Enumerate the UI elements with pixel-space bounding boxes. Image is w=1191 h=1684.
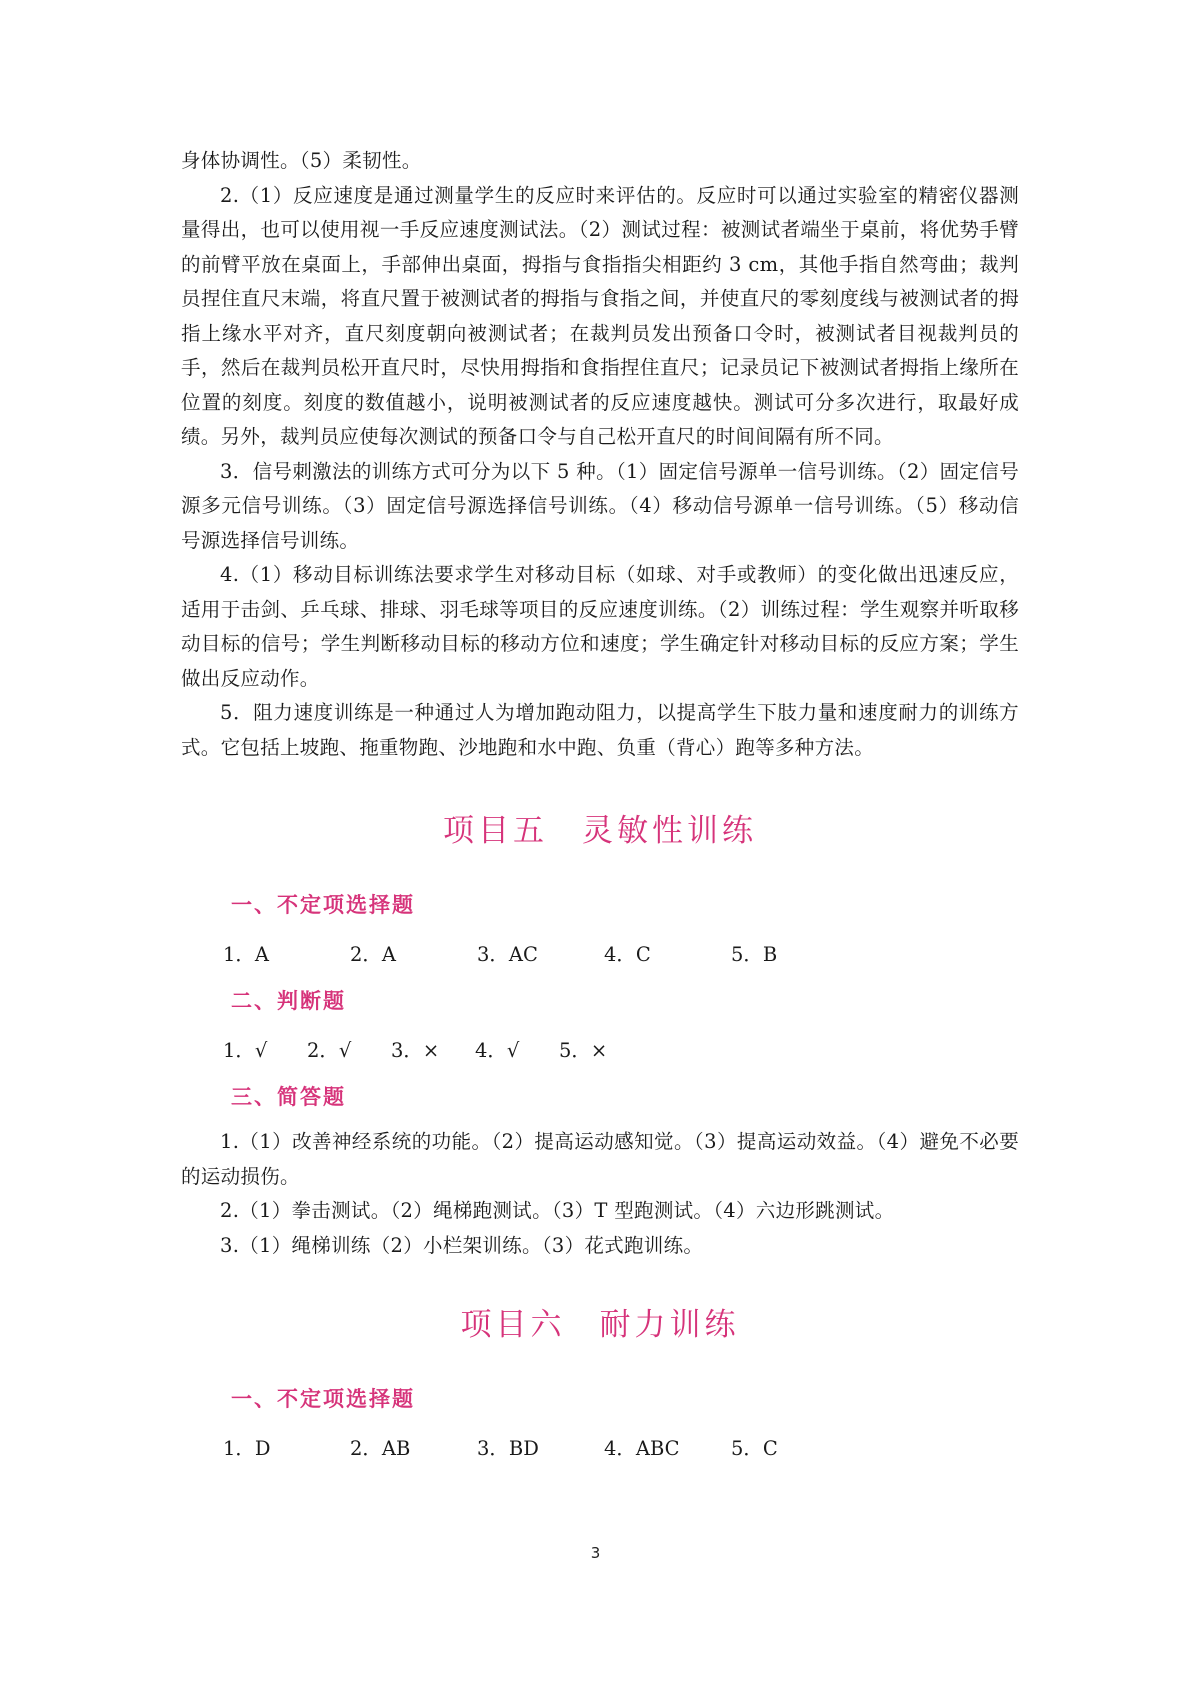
project-6-number: 项目六 bbox=[460, 1307, 566, 1343]
project-5-title bbox=[181, 805, 1019, 850]
answer-item: 4．C bbox=[604, 943, 651, 966]
short-answer-1: 1.（1）改善神经系统的功能。（2）提高运动感知觉。（3）提高运动效益。（4）避免不必要的运动损伤。 bbox=[181, 1130, 1019, 1188]
answer-item: 2．AB bbox=[350, 1437, 411, 1460]
page-number: 3 bbox=[590, 1544, 601, 1562]
project-5-name: 灵敏性训练 bbox=[582, 813, 757, 849]
answer-paragraph-2: 2.（1）反应速度是通过测量学生的反应时来评估的。反应时可以通过实验室的精密仪器测量得出，也可以使用视一手反应速度测试法。（2）测试过程：被测试者端坐于桌前，将优势手臂的前臂平放在桌面上，手部伸出桌面，拇指与食指指尖相距约 3 cm，其他手指自然弯曲；裁判员捏住直尺末端，将直尺置于被测试者的拇指与食指之间，并使直尺的零刻度线与被测试者的拇指上缘水平对齐，直尺刻度朝向被测试者；在裁判员发出预备口令时，被测试者目视裁判员的手，然后在裁判员松开直尺时，尽快用拇指和食指捏住直尺；记录员记下被测试者拇指上缘所在位置的刻度。刻度的数值越小，说明被测试者的反应速度越快。测试可分多次进行，取最好成绩。另外，裁判员应使每次测试的预备口令与自己松开直尺的时间间隔有所不同。 bbox=[181, 183, 1019, 448]
answer-item: 3．× bbox=[391, 1039, 440, 1062]
project-6-section-1-answers bbox=[181, 1433, 1019, 1461]
answer-item: 5．C bbox=[731, 1437, 778, 1460]
short-answer-3: 3.（1）绳梯训练（2）小栏架训练。（3）花式跑训练。 bbox=[220, 1233, 704, 1257]
paragraph-continuation: 身体协调性。（5）柔韧性。 bbox=[181, 149, 422, 172]
answer-item: 1．√ bbox=[223, 1039, 268, 1062]
short-answer-2: 2.（1）拳击测试。（2）绳梯跑测试。（3）T 型跑测试。（4）六边形跳测试。 bbox=[220, 1199, 895, 1222]
answer-item: 3．AC bbox=[477, 943, 538, 966]
project-5-section-1-answers bbox=[181, 939, 1019, 967]
answer-item: 5．B bbox=[731, 943, 778, 966]
answer-paragraph-3: 3．信号刺激法的训练方式可分为以下 5 种。（1）固定信号源单一信号训练。（2）固定信号源多元信号训练。（3）固定信号源选择信号训练。（4）移动信号源单一信号训练。（5）移动信号源选择信号训练。 bbox=[181, 459, 1019, 552]
answer-item: 4．√ bbox=[475, 1039, 520, 1062]
answer-item: 4．ABC bbox=[604, 1437, 680, 1460]
project-5-number: 项目五 bbox=[443, 813, 548, 849]
project-6-title bbox=[181, 1299, 1019, 1344]
answer-item: 3．BD bbox=[477, 1437, 539, 1460]
answer-item: 2．√ bbox=[307, 1039, 352, 1062]
project-5-section-1-title: 一、不定项选择题 bbox=[231, 893, 415, 917]
project-5-section-3-title: 三、简答题 bbox=[231, 1085, 346, 1109]
answer-paragraph-4: 4.（1）移动目标训练法要求学生对移动目标（如球、对手或教师）的变化做出迅速反应，适用于击剑、乒乓球、排球、羽毛球等项目的反应速度训练。（2）训练过程：学生观察并听取移动目标的信号；学生判断移动目标的移动方位和速度；学生确定针对移动目标的反应方案；学生做出反应动作。 bbox=[181, 563, 1019, 690]
answer-item: 1．A bbox=[223, 943, 269, 966]
project-5-section-2-answers bbox=[181, 1035, 1019, 1063]
answer-paragraph-5: 5．阻力速度训练是一种通过人为增加跑动阻力，以提高学生下肢力量和速度耐力的训练方式。它包括上坡跑、拖重物跑、沙地跑和水中跑、负重（背心）跑等多种方法。 bbox=[181, 701, 1019, 759]
project-5-section-2-title: 二、判断题 bbox=[231, 989, 346, 1013]
page-content bbox=[181, 144, 1019, 1461]
answer-item: 2．A bbox=[350, 943, 396, 966]
project-6-name: 耐力训练 bbox=[599, 1307, 740, 1343]
answer-item: 5．× bbox=[559, 1039, 608, 1062]
project-6-section-1-title: 一、不定项选择题 bbox=[231, 1387, 415, 1411]
answer-item: 1．D bbox=[223, 1437, 271, 1460]
